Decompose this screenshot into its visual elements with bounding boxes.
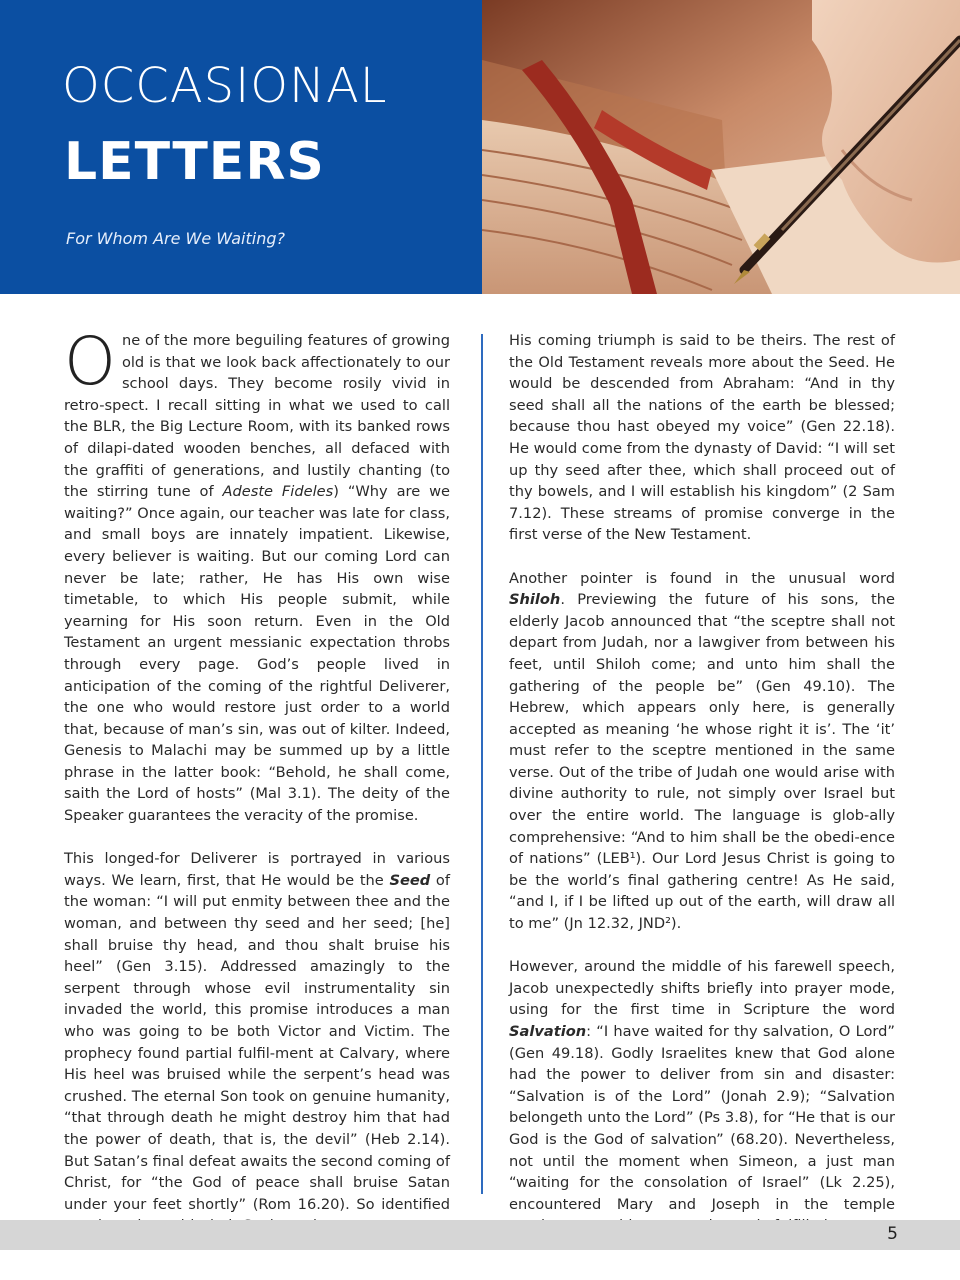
paragraph-text: However, around the middle of his farewell speech, Jacob unexpectedly shifts briefly into prayer mode, using for the first time in Scripture the word [509,958,895,1019]
paragraph-text: . Previewing the future of his sons, the elderly Jacob announced that “the sceptre shall not depart from Judah, nor a lawgiver from between his feet, until Shiloh come; and unto him shall the gathering of the people be” (Gen 49.10). The Hebrew, which appears only here, is generally accepted as meaning ‘he whose right it is’. The ‘it’ must refer to the sceptre mentioned in the same verse. Out of the tribe of Judah one would arise with divine authority to rule, not simply over Israel but over the entire world. The language is glob-ally comprehensive: “And to him shall be the obedi-ence of nations” (LEB¹). Our Lord Jesus Christ is going to be the world’s final gathering centre! As He said, “and I, if I be lifted up out of the earth, will draw all to me” (Jn 12.32, JND²). [509,591,895,933]
column-divider [481,334,483,1194]
title-occasional: OCCASIONAL [62,58,388,114]
italic-title: Adeste Fideles [222,483,334,501]
paragraph-text: This longed-for Deliverer is portrayed in various ways. We learn, first, that He would be the [64,850,450,889]
keyword-salvation: Salvation [509,1023,587,1040]
article-subtitle: For Whom Are We Waiting? [66,229,285,248]
title-banner [0,0,482,294]
keyword-seed: Seed [389,871,431,889]
footer-bar [0,1220,960,1250]
article-column-left [64,323,450,1259]
paragraph-text: Another pointer is found in the unusual word [509,569,895,587]
title-letters: LETTERS [64,132,325,192]
pen-writing-illustration [482,0,960,294]
paragraph: His coming triumph is said to be theirs. The rest of the Old Testament reveals more about the Seed. He would be descended from Abraham: “And in thy seed shall all the nations of the earth be blessed; because thou hast obeyed my voice” (Gen 22.18). He would come from the dynasty of David: “I will set up thy seed after thee, which shall proceed out of thy bowels, and I will establish his kingdom” (2 Sam 7.12). These streams of promise converge in the first verse of the New Testament. [509,332,895,544]
paragraph [509,568,895,935]
page-number: 5 [887,1224,898,1244]
drop-cap: O [64,323,116,400]
paragraph-text: ) “Why are we waiting?” Once again, our teacher was late for class, and small boys are innately impatient. Likewise, every believer is waiting. But our coming Lord can never be late; rather, He has His own wise timetable, to which His people submit, while yearning for His soon return. Even in the Old Testament an urgent messianic expectation throbs through every page. God’s people lived in anticipation of the coming of the rightful Deliverer, the one who would restore just order to a world that, because of man’s sin, was out of kilter. Indeed, Genesis to Malachi may be summed up by a little phrase in the latter book: “Behold, he shall come, saith the Lord of hosts” (Mal 3.1). The deity of the Speaker guarantees the veracity of the promise. [64,483,450,825]
paragraph-text: ne of the more beguiling features of growing old is that we look back affectionately to our school days. They become rosily vivid in retro-spect. I recall sitting in what we used to call the BLR, the Big Lecture Room, with its banked rows of dilapi-dated wooden benches, all defaced with the graffiti of generations, and lustily chanting (to the stirring tune of [64,332,450,501]
keyword-shiloh: Shiloh [509,591,561,609]
paragraph-text: : “I have waited for thy salvation, O Lord” (Gen 49.18). Godly Israelites knew that God alone had the power to deliver from sin and disaster: “Salvation is of the Lord” (Jonah 2.9); “Salvation belongeth unto the Lord” (Ps 3.8), for “He that is our God is the God of salvation” (68.20). Nevertheless, not until the moment when Simeon, a just man “waiting for the consolation of Israel” (Lk 2.25), encountered Mary and Joseph in the temple [509,1023,895,1213]
paragraph-text: of the woman: “I will put enmity between thee and the woman, and between thy seed and her seed; [he] shall bruise thy head, and thou shalt bruise his heel” (Gen 3.15). Addressed amazingly to the serpent through whose evil instrumentality sin invaded the world, this promise introduces a man who was going to be both Victor and Victim. The prophecy found partial fulfil-ment at Calvary, where His heel was bruised while the serpent’s head was crushed. The eternal Son took on genuine humanity, “that through death he might destroy him that had the power of death, that is, the devil” (Heb 2.14). But Satan’s final defeat awaits the second coming of Christ, for “the God of peace shall bruise Satan under your feet shortly” (Rom 16.20). So identified [64,871,450,1213]
paragraph [509,956,895,1237]
paragraph [64,848,450,1237]
article-column-right [509,330,895,1259]
paragraph [64,323,450,827]
header-photo-hand-writing-with-pen [482,0,960,294]
